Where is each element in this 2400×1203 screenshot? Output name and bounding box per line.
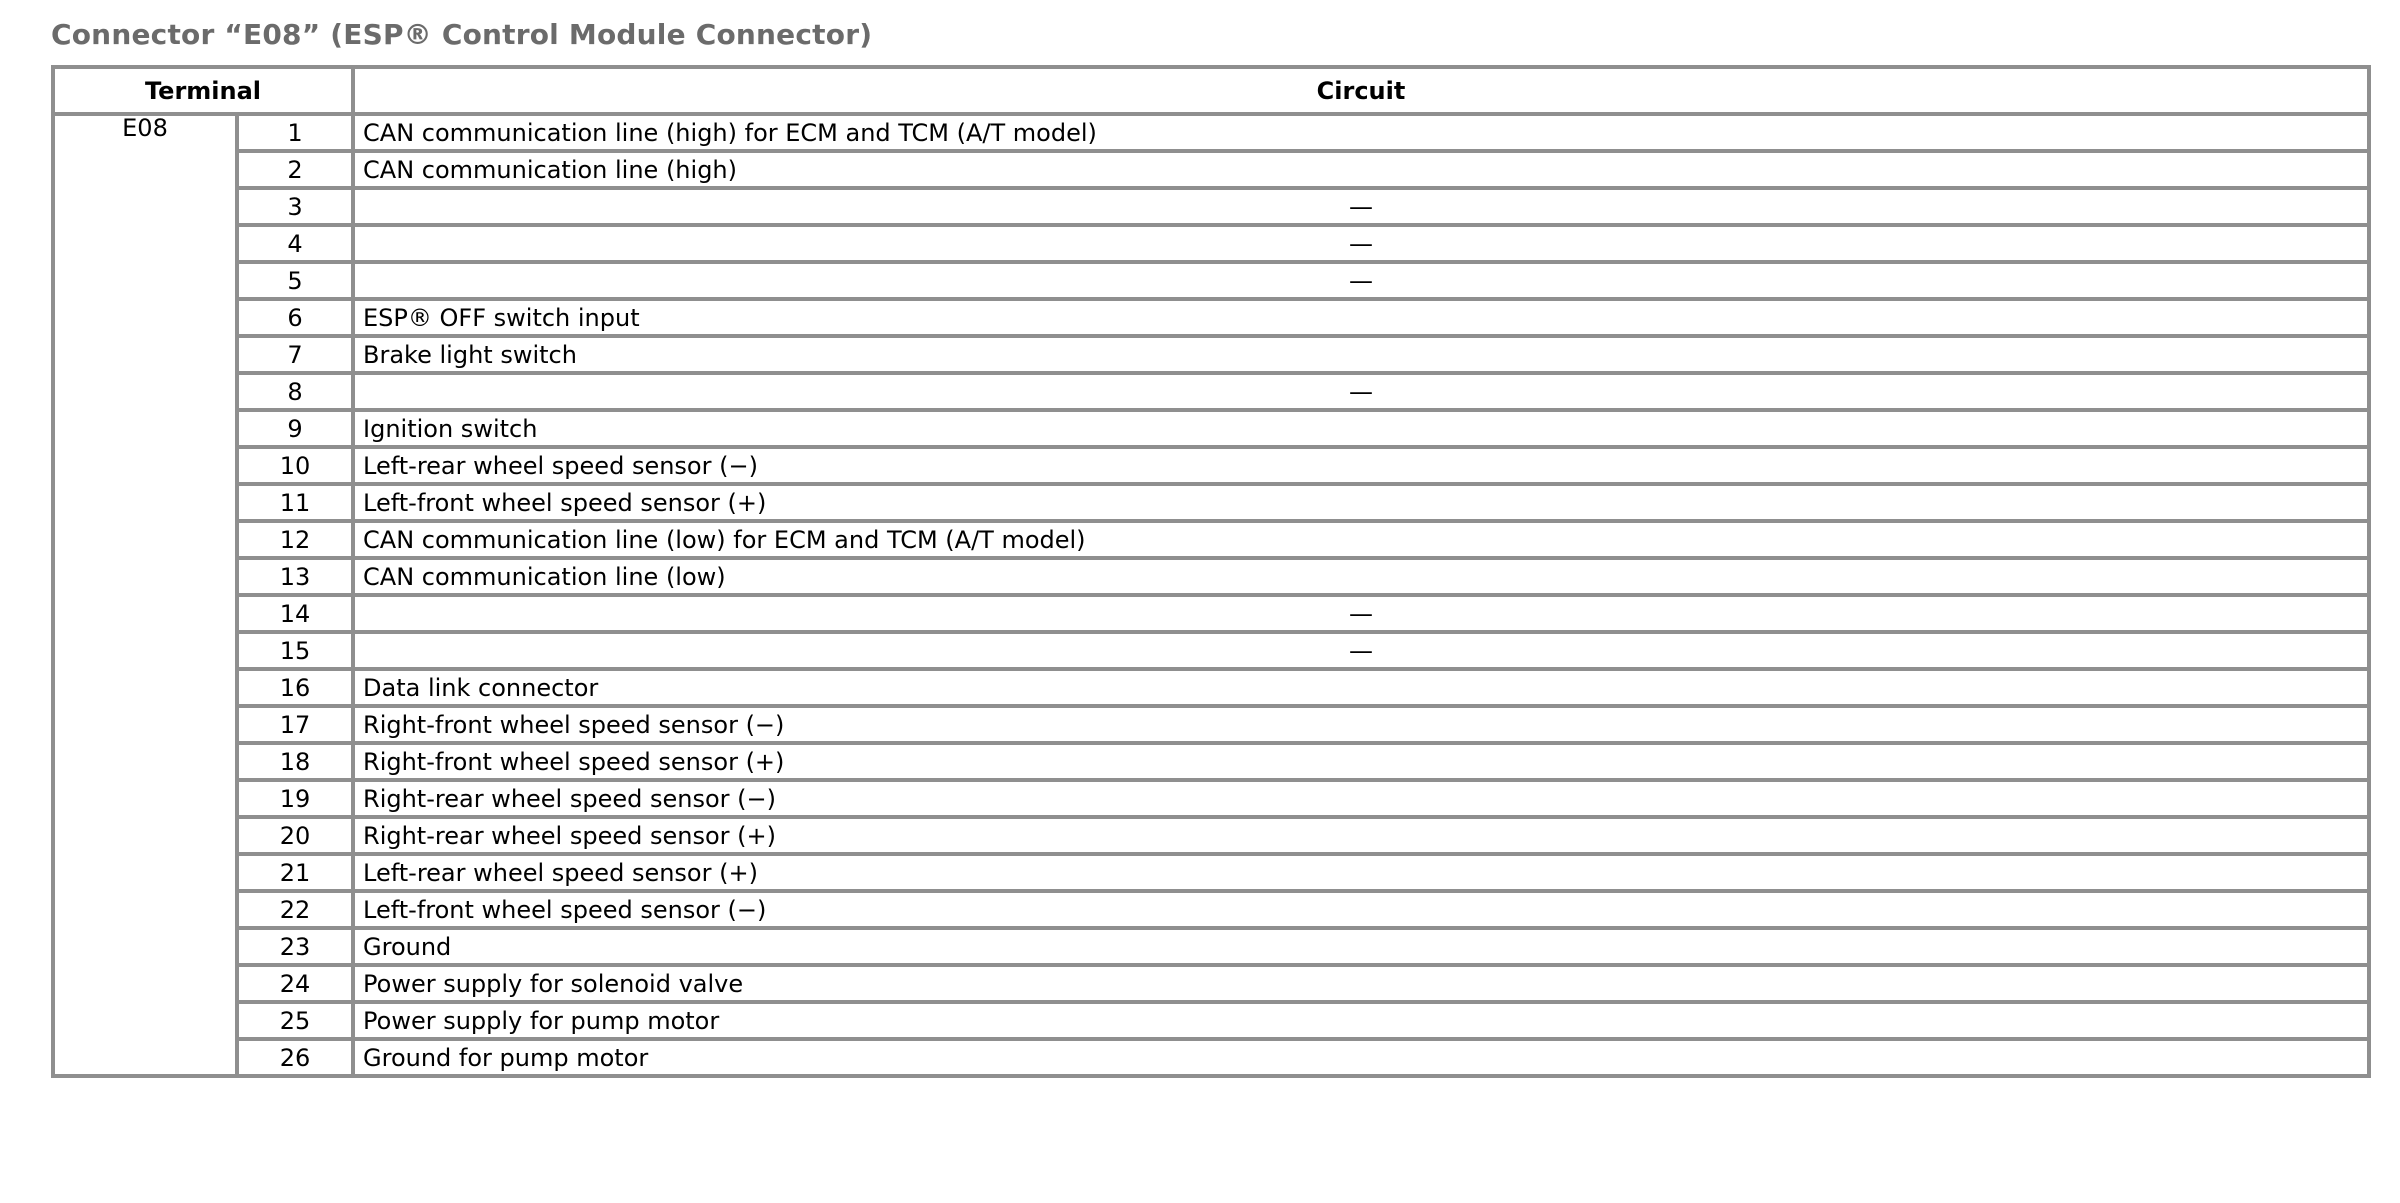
table-row	[53, 262, 2369, 299]
circuit-description: Data link connector	[353, 669, 2369, 706]
table-row	[53, 114, 2369, 151]
table-row	[53, 410, 2369, 447]
terminal-number: 7	[237, 336, 353, 373]
table-header-row	[53, 67, 2369, 114]
table-row	[53, 447, 2369, 484]
circuit-description: —	[353, 225, 2369, 262]
table-row	[53, 188, 2369, 225]
circuit-description: Right-rear wheel speed sensor (−)	[353, 780, 2369, 817]
terminal-number: 24	[237, 965, 353, 1002]
terminal-number: 21	[237, 854, 353, 891]
terminal-number: 20	[237, 817, 353, 854]
terminal-number: 6	[237, 299, 353, 336]
table-row	[53, 595, 2369, 632]
table-row	[53, 706, 2369, 743]
circuit-description: —	[353, 373, 2369, 410]
circuit-description: CAN communication line (high)	[353, 151, 2369, 188]
circuit-description: Power supply for solenoid valve	[353, 965, 2369, 1002]
terminal-number: 8	[237, 373, 353, 410]
table-row	[53, 225, 2369, 262]
terminal-number: 22	[237, 891, 353, 928]
circuit-description: Power supply for pump motor	[353, 1002, 2369, 1039]
table-row	[53, 891, 2369, 928]
circuit-description: CAN communication line (low) for ECM and TCM (A/T model)	[353, 521, 2369, 558]
connector-table	[51, 65, 2371, 1078]
terminal-number: 19	[237, 780, 353, 817]
connector-cell: E08	[53, 114, 237, 1076]
circuit-description: —	[353, 595, 2369, 632]
terminal-number: 11	[237, 484, 353, 521]
table-row	[53, 1039, 2369, 1076]
circuit-description: Left-rear wheel speed sensor (+)	[353, 854, 2369, 891]
terminal-number: 16	[237, 669, 353, 706]
terminal-number: 12	[237, 521, 353, 558]
terminal-number: 2	[237, 151, 353, 188]
table-row	[53, 1002, 2369, 1039]
circuit-description: Right-front wheel speed sensor (−)	[353, 706, 2369, 743]
circuit-description: CAN communication line (low)	[353, 558, 2369, 595]
terminal-number: 17	[237, 706, 353, 743]
table-row	[53, 854, 2369, 891]
circuit-description: —	[353, 262, 2369, 299]
table-row	[53, 669, 2369, 706]
circuit-description: Brake light switch	[353, 336, 2369, 373]
table-row	[53, 373, 2369, 410]
table-row	[53, 817, 2369, 854]
table-row	[53, 928, 2369, 965]
terminal-number: 1	[237, 114, 353, 151]
table-row	[53, 521, 2369, 558]
terminal-number: 4	[237, 225, 353, 262]
circuit-description: Ground	[353, 928, 2369, 965]
terminal-number: 14	[237, 595, 353, 632]
circuit-description: Left-front wheel speed sensor (−)	[353, 891, 2369, 928]
circuit-description: Right-front wheel speed sensor (+)	[353, 743, 2369, 780]
circuit-description: —	[353, 632, 2369, 669]
table-row	[53, 336, 2369, 373]
table-row	[53, 780, 2369, 817]
table-row	[53, 632, 2369, 669]
circuit-description: CAN communication line (high) for ECM and TCM (A/T model)	[353, 114, 2369, 151]
table-row	[53, 558, 2369, 595]
terminal-header: Terminal	[53, 67, 353, 114]
terminal-number: 10	[237, 447, 353, 484]
circuit-description: Left-front wheel speed sensor (+)	[353, 484, 2369, 521]
terminal-number: 23	[237, 928, 353, 965]
table-row	[53, 743, 2369, 780]
table-row	[53, 484, 2369, 521]
table-row	[53, 299, 2369, 336]
terminal-number: 9	[237, 410, 353, 447]
circuit-description: Right-rear wheel speed sensor (+)	[353, 817, 2369, 854]
terminal-number: 5	[237, 262, 353, 299]
table-row	[53, 965, 2369, 1002]
circuit-description: Ignition switch	[353, 410, 2369, 447]
terminal-number: 15	[237, 632, 353, 669]
circuit-header: Circuit	[353, 67, 2369, 114]
terminal-number: 3	[237, 188, 353, 225]
terminal-number: 13	[237, 558, 353, 595]
circuit-description: ESP® OFF switch input	[353, 299, 2369, 336]
terminal-number: 26	[237, 1039, 353, 1076]
terminal-number: 18	[237, 743, 353, 780]
table-body	[53, 114, 2369, 1076]
circuit-description: —	[353, 188, 2369, 225]
terminal-number: 25	[237, 1002, 353, 1039]
page-title: Connector “E08” (ESP® Control Module Connector)	[51, 18, 873, 51]
circuit-description: Ground for pump motor	[353, 1039, 2369, 1076]
circuit-description: Left-rear wheel speed sensor (−)	[353, 447, 2369, 484]
table-row	[53, 151, 2369, 188]
